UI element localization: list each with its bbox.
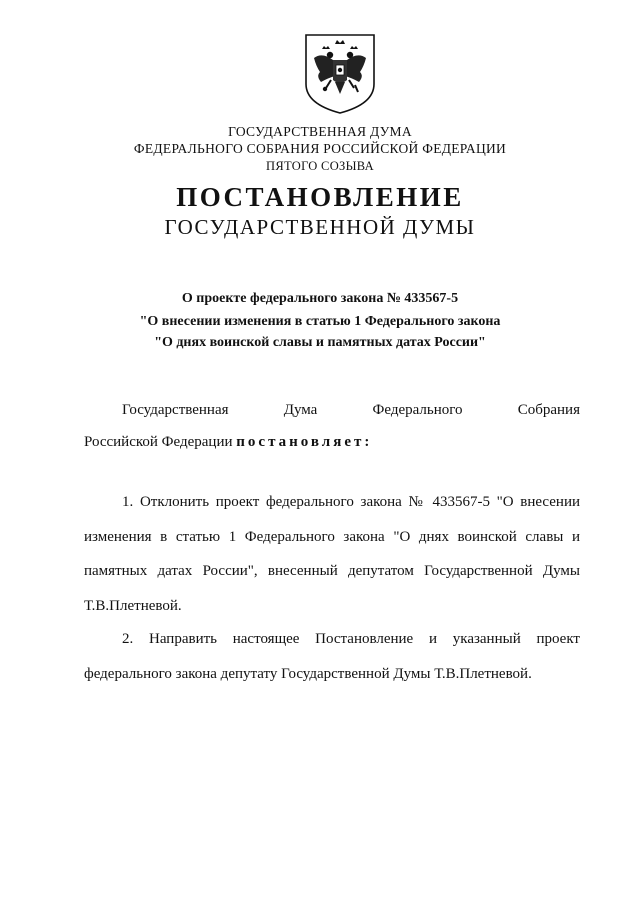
item-1-line-4: Т.В.Плетневой. [84, 598, 182, 614]
preamble-line-1: Государственная Дума Федерального Собрания [122, 402, 580, 418]
topic-line-3: "О днях воинской славы и памятных датах России" [154, 335, 486, 350]
topic-line-1: О проекте федерального закона № 433567-5 [181, 291, 459, 306]
item-1-line-1: 1. Отклонить проект федерального закона № 433567-5 "О внесении [122, 494, 580, 510]
chamber-name: ГОСУДАРСТВЕННАЯ ДУМА [228, 124, 412, 139]
item-2-line-1: 2. Направить настоящее Постановление и указанный проект [122, 631, 580, 647]
preamble-lead: Российской Федерации [84, 434, 237, 450]
resolution-verb: постановляет: [236, 434, 373, 450]
item-1-line-2: изменения в статью 1 Федерального закона "О днях воинской славы и [84, 529, 580, 545]
topic-line-2: "О внесении изменения в статью 1 Федерального закона [139, 314, 501, 329]
item-1-line-3: памятных датах России", внесенный депутатом Государственной Думы [84, 563, 580, 579]
document-subtitle: ГОСУДАРСТВЕННОЙ ДУМЫ [164, 215, 476, 239]
document-title: ПОСТАНОВЛЕНИЕ [176, 182, 464, 212]
coat-of-arms-icon [302, 32, 378, 116]
item-2-line-2: федерального закона депутату Государственной Думы Т.В.Плетневой. [84, 666, 532, 682]
assembly-name: ФЕДЕРАЛЬНОГО СОБРАНИЯ РОССИЙСКОЙ ФЕДЕРАЦИИ [133, 141, 507, 156]
preamble-line-2 [84, 432, 580, 452]
convocation: ПЯТОГО СОЗЫВА [266, 159, 374, 173]
